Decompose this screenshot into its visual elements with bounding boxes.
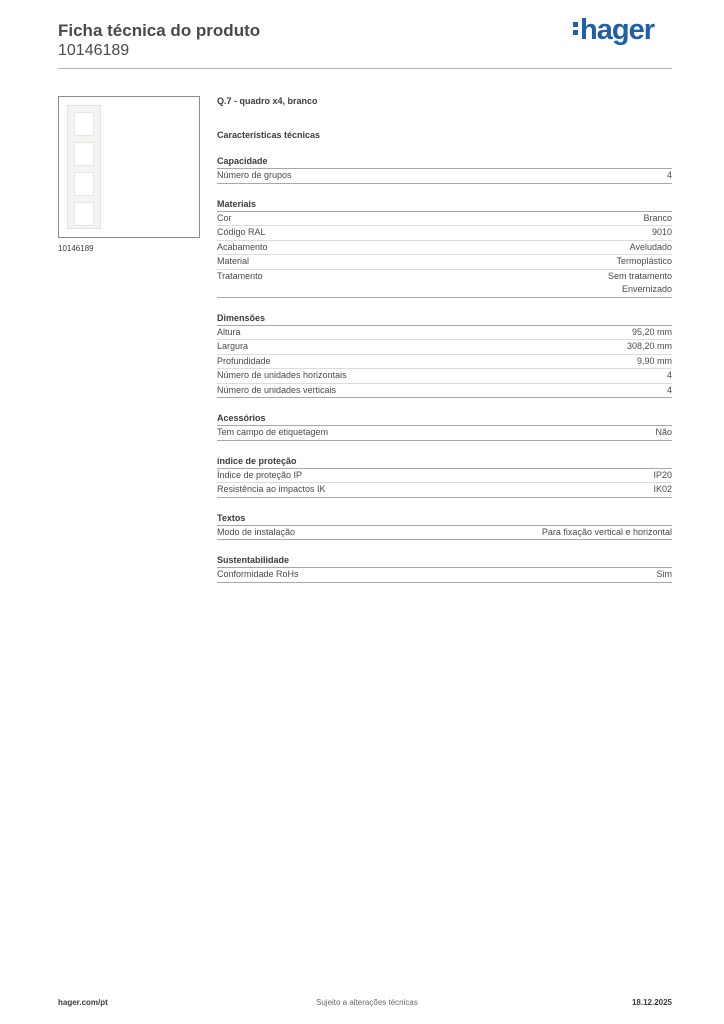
frame-cell	[74, 202, 94, 226]
spec-label: Índice de proteção IP	[217, 469, 303, 480]
spec-group-title: Acessórios	[217, 412, 672, 426]
spec-label: Modo de instalação	[217, 526, 296, 537]
spec-row	[217, 226, 672, 241]
spec-value: 4	[666, 170, 672, 180]
spec-value: 4	[666, 384, 672, 395]
spec-label: Número de unidades horizontais	[217, 370, 347, 380]
spec-row	[217, 255, 672, 270]
spec-row	[217, 369, 672, 384]
spec-label: Conformidade RoHs	[217, 569, 299, 579]
spec-label: Tem campo de etiquetagem	[217, 427, 329, 437]
spec-group	[217, 198, 672, 298]
spec-value: Não	[655, 427, 672, 437]
tech-heading: Características técnicas	[217, 130, 321, 140]
spec-value: 9,90 mm	[636, 355, 672, 366]
footer-website-link[interactable]: hager.com/pt	[58, 998, 108, 1007]
spec-label: Resistência ao impactos IK	[217, 484, 326, 494]
spec-row	[217, 270, 672, 298]
spec-group	[217, 512, 672, 541]
logo-text: hager	[580, 14, 654, 46]
hager-logo	[573, 14, 654, 47]
spec-rows	[217, 568, 672, 583]
spec-row	[217, 426, 672, 441]
spec-label: Acabamento	[217, 241, 268, 252]
spec-value: Termoplástico	[616, 256, 672, 266]
spec-label: Cor	[217, 212, 232, 223]
spec-row	[217, 169, 672, 184]
spec-label: Material	[217, 256, 250, 266]
spec-group-title: Sustentabilidade	[217, 554, 672, 568]
spec-group	[217, 312, 672, 399]
spec-row	[217, 483, 672, 498]
spec-value: IK02	[653, 484, 672, 494]
spec-label: Altura	[217, 326, 241, 337]
document-title: Ficha técnica do produto	[58, 21, 261, 40]
spec-value: 9010	[651, 227, 672, 237]
spec-group-title: Materiais	[217, 198, 672, 212]
spec-groups	[217, 155, 672, 583]
spec-value: Aveludado	[629, 241, 672, 252]
spec-value: 95,20 mm	[631, 326, 672, 337]
frame-cell	[74, 112, 94, 136]
footer-date: 18.12.2025	[631, 998, 672, 1007]
spec-label: Número de grupos	[217, 170, 292, 180]
frame-cell	[74, 142, 94, 166]
frame-illustration	[67, 105, 101, 229]
spec-rows	[217, 326, 672, 399]
spec-group	[217, 155, 672, 184]
product-name: Q.7 - quadro x4, branco	[217, 96, 318, 106]
spec-row	[217, 384, 672, 399]
header-divider	[58, 68, 672, 69]
frame-cell	[74, 172, 94, 196]
product-image	[58, 96, 200, 238]
product-number: 10146189	[58, 42, 130, 59]
spec-group-title: Textos	[217, 512, 672, 526]
spec-row	[217, 526, 672, 541]
spec-row	[217, 340, 672, 355]
spec-rows	[217, 469, 672, 498]
spec-value: Sim	[656, 569, 672, 579]
document-header	[58, 20, 260, 60]
spec-value: Sem tratamento Envernizado	[607, 270, 672, 294]
spec-label: Profundidade	[217, 355, 271, 366]
spec-row	[217, 326, 672, 341]
spec-group-title: Dimensões	[217, 312, 672, 326]
logo-dots-icon	[573, 19, 578, 38]
spec-content	[217, 96, 672, 583]
spec-row	[217, 568, 672, 583]
spec-group	[217, 455, 672, 498]
spec-label: Número de unidades verticais	[217, 384, 337, 395]
spec-value: Branco	[643, 212, 672, 223]
spec-row	[217, 241, 672, 256]
spec-rows	[217, 212, 672, 298]
spec-label: Tratamento	[217, 270, 263, 281]
spec-label: Largura	[217, 341, 249, 351]
spec-rows	[217, 526, 672, 541]
spec-row	[217, 355, 672, 370]
spec-group-title: índice de proteção	[217, 455, 672, 469]
spec-rows	[217, 169, 672, 184]
spec-value: IP20	[653, 469, 672, 480]
spec-rows	[217, 426, 672, 441]
image-caption: 10146189	[58, 244, 94, 253]
footer-notice: Sujeito a alterações técnicas	[316, 998, 418, 1007]
spec-label: Código RAL	[217, 227, 266, 237]
spec-value: 308,20 mm	[626, 341, 672, 351]
spec-group	[217, 412, 672, 441]
spec-value: 4	[666, 370, 672, 380]
spec-value: Para fixação vertical e horizontal	[541, 526, 672, 537]
spec-group-title: Capacidade	[217, 155, 672, 169]
spec-row	[217, 212, 672, 227]
spec-group	[217, 554, 672, 583]
spec-row	[217, 469, 672, 484]
